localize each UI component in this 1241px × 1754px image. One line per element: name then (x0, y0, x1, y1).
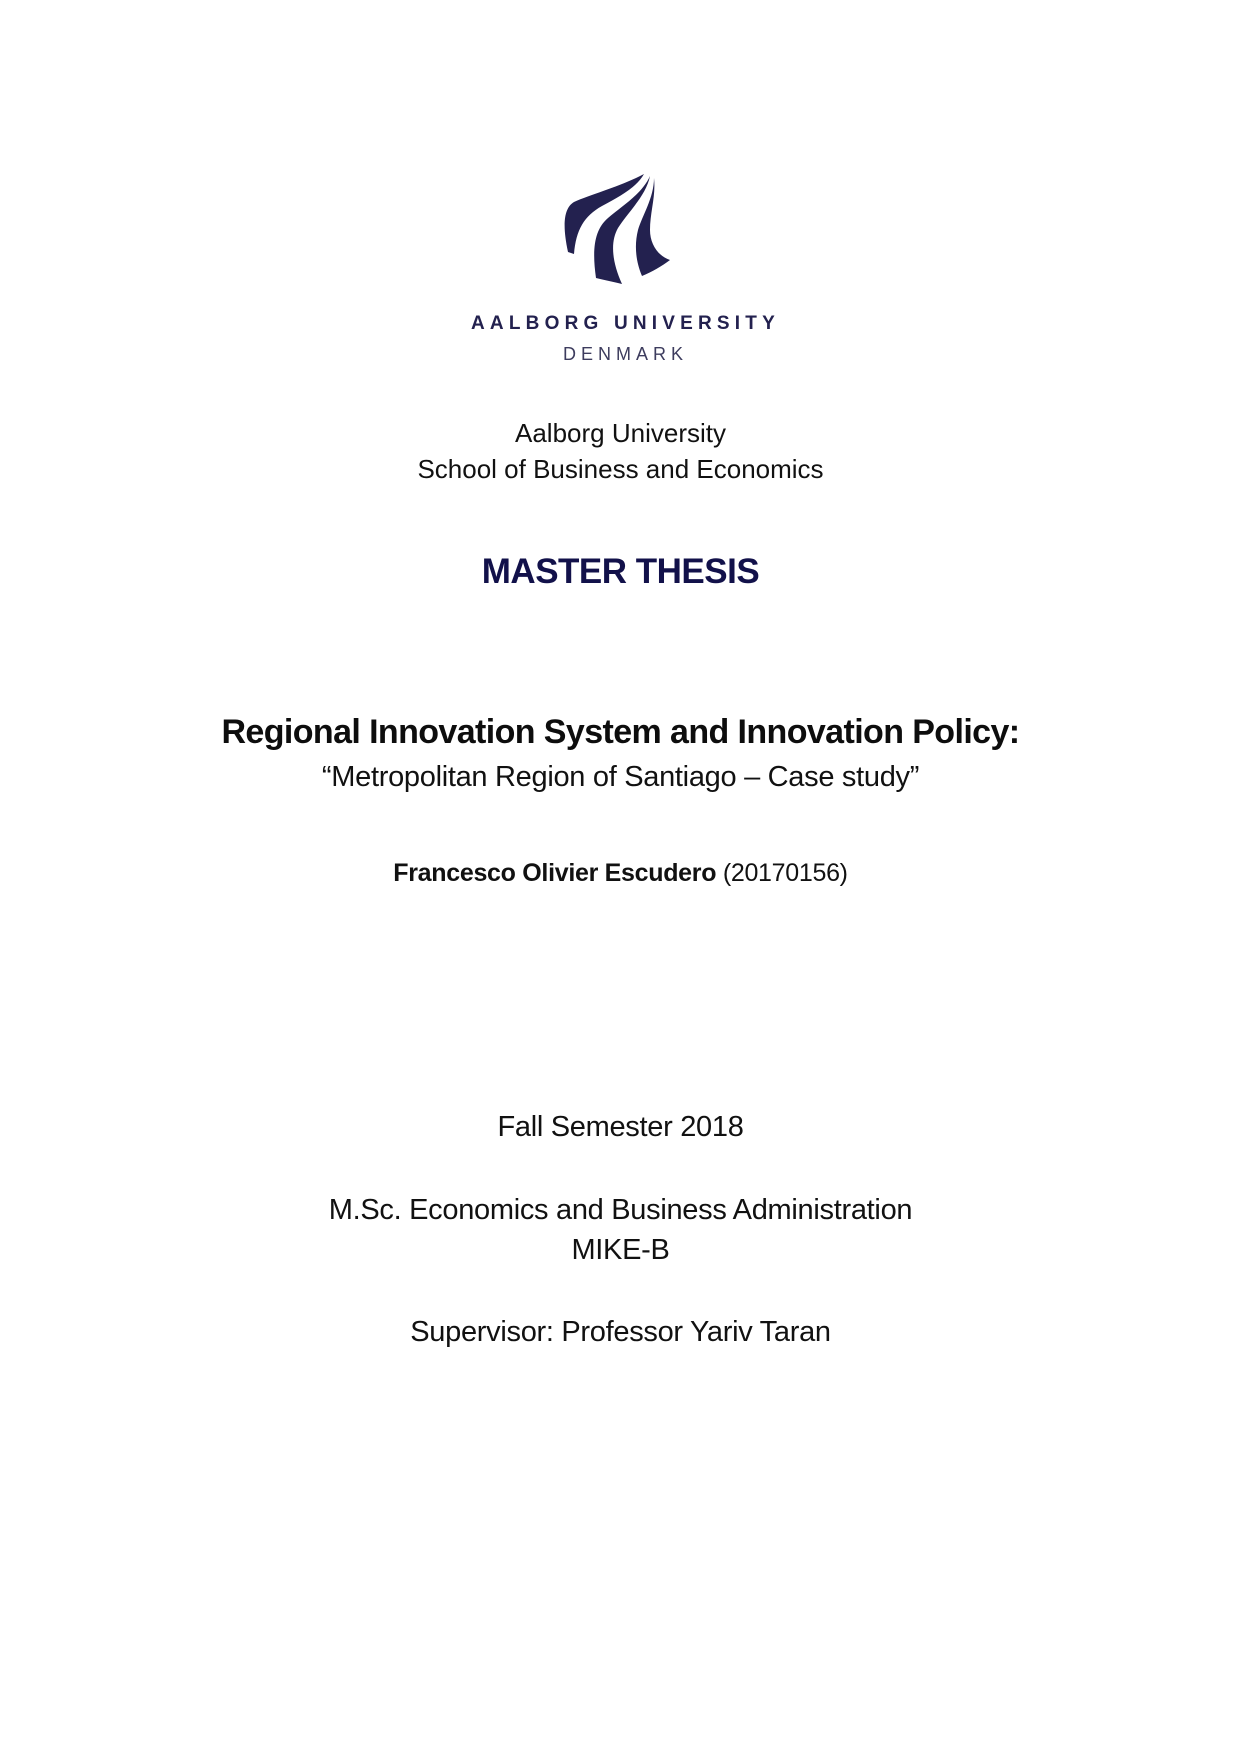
thesis-subtitle: “Metropolitan Region of Santiago – Case study” (321, 761, 920, 793)
logo-university-name: AALBORG UNIVERSITY (471, 313, 780, 334)
author-line (0, 859, 1241, 888)
logo-country: DENMARK (562, 344, 688, 364)
student-id: (20170156) (722, 859, 848, 887)
supervisor: Supervisor: Professor Yariv Taran (410, 1316, 831, 1348)
author-name: Francesco Olivier Escudero (393, 859, 717, 887)
university-name: Aalborg University (515, 418, 726, 448)
program-code: MIKE-B (571, 1234, 670, 1266)
thesis-title: Regional Innovation System and Innovation Policy: (221, 713, 1020, 751)
semester: Fall Semester 2018 (497, 1111, 744, 1143)
program-name: M.Sc. Economics and Business Administration (328, 1194, 913, 1226)
aalborg-university-logo-icon (562, 172, 670, 284)
school-name: School of Business and Economics (417, 454, 824, 484)
document-type-heading: MASTER THESIS (481, 552, 760, 591)
